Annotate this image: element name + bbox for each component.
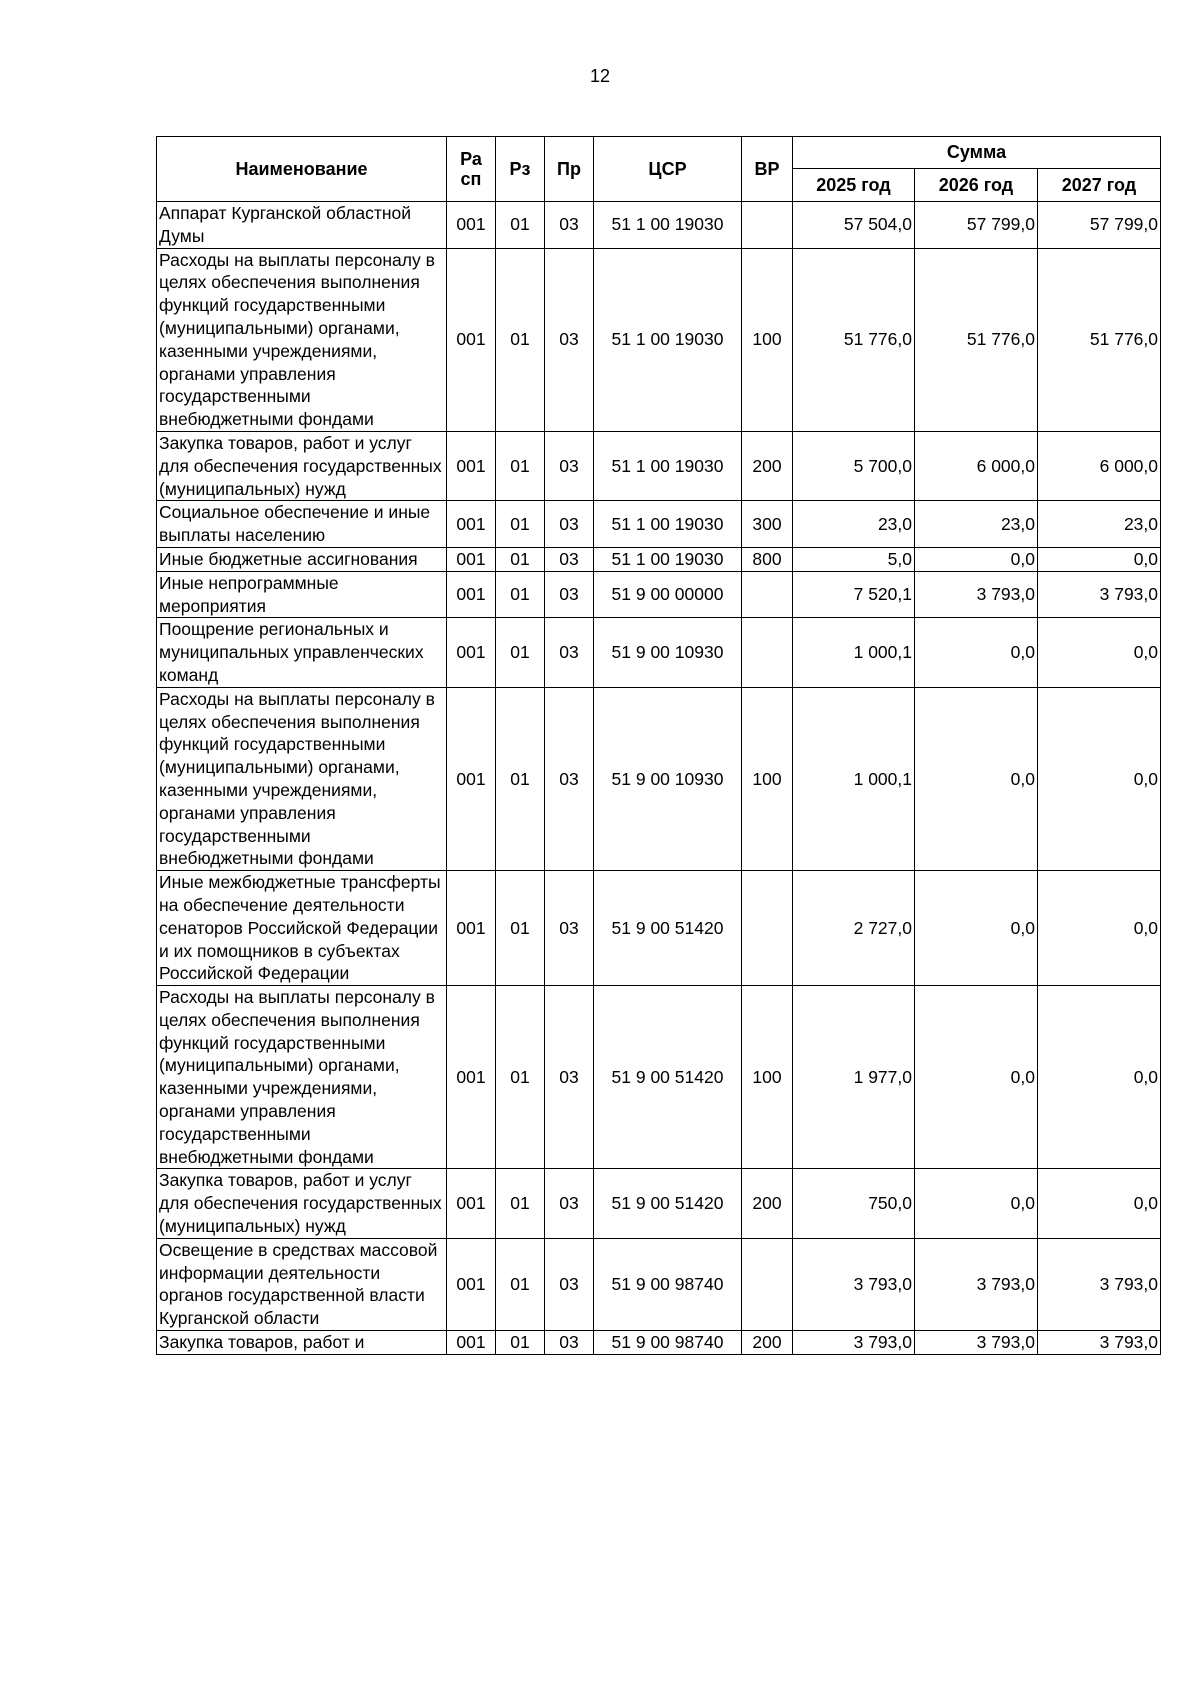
row-pr: 03 — [545, 986, 594, 1169]
row-rasp: 001 — [447, 871, 496, 986]
row-name: Иные непрограммные мероприятия — [157, 571, 447, 618]
row-rasp: 001 — [447, 618, 496, 687]
row-name: Иные бюджетные ассигнования — [157, 547, 447, 571]
row-vr — [742, 571, 793, 618]
table-row — [157, 871, 1161, 986]
row-name: Иные межбюджетные трансферты на обеспечение деятельности сенаторов Российской Федерации и их помощников в субъектах Российской Федерации — [157, 871, 447, 986]
row-sum-2025: 1 000,1 — [793, 618, 915, 687]
row-sum-2025: 51 776,0 — [793, 248, 915, 431]
row-pr: 03 — [545, 871, 594, 986]
row-sum-2025: 750,0 — [793, 1169, 915, 1238]
row-csr: 51 1 00 19030 — [594, 501, 742, 548]
row-sum-2026: 0,0 — [915, 687, 1038, 870]
row-sum-2027: 51 776,0 — [1038, 248, 1161, 431]
row-sum-2026: 57 799,0 — [915, 202, 1038, 249]
row-rasp: 001 — [447, 547, 496, 571]
header-year-2025: 2025 год — [793, 168, 915, 201]
row-vr: 200 — [742, 1331, 793, 1355]
row-name: Закупка товаров, работ и услуг для обеспечения государственных (муниципальных) нужд — [157, 1169, 447, 1238]
row-sum-2025: 1 000,1 — [793, 687, 915, 870]
row-pr: 03 — [545, 618, 594, 687]
row-name: Расходы на выплаты персоналу в целях обеспечения выполнения функций государственными (муниципальными) органами, казенными учреждениями, органами управления государственными внебюджетными фондами — [157, 248, 447, 431]
row-sum-2025: 2 727,0 — [793, 871, 915, 986]
row-sum-2027: 3 793,0 — [1038, 1331, 1161, 1355]
row-sum-2027: 23,0 — [1038, 501, 1161, 548]
row-rz: 01 — [496, 571, 545, 618]
row-rasp: 001 — [447, 986, 496, 1169]
table-row — [157, 202, 1161, 249]
row-sum-2027: 0,0 — [1038, 871, 1161, 986]
row-sum-2026: 6 000,0 — [915, 431, 1038, 500]
row-vr — [742, 618, 793, 687]
row-rz: 01 — [496, 1169, 545, 1238]
table-row — [157, 571, 1161, 618]
row-pr: 03 — [545, 431, 594, 500]
row-sum-2027: 57 799,0 — [1038, 202, 1161, 249]
table-row — [157, 1238, 1161, 1330]
row-csr: 51 9 00 10930 — [594, 618, 742, 687]
header-name: Наименование — [157, 137, 447, 202]
table-row — [157, 501, 1161, 548]
header-vr: ВР — [742, 137, 793, 202]
row-pr: 03 — [545, 1169, 594, 1238]
row-sum-2025: 5,0 — [793, 547, 915, 571]
row-rz: 01 — [496, 202, 545, 249]
row-sum-2026: 3 793,0 — [915, 571, 1038, 618]
row-rasp: 001 — [447, 202, 496, 249]
row-vr — [742, 202, 793, 249]
row-sum-2026: 0,0 — [915, 547, 1038, 571]
row-rz: 01 — [496, 1238, 545, 1330]
row-sum-2027: 0,0 — [1038, 618, 1161, 687]
header-pr: Пр — [545, 137, 594, 202]
row-rz: 01 — [496, 547, 545, 571]
row-sum-2026: 3 793,0 — [915, 1238, 1038, 1330]
header-rasp-line2: сп — [460, 169, 482, 189]
row-csr: 51 9 00 51420 — [594, 871, 742, 986]
row-csr: 51 1 00 19030 — [594, 202, 742, 249]
row-sum-2025: 5 700,0 — [793, 431, 915, 500]
row-rasp: 001 — [447, 1169, 496, 1238]
row-pr: 03 — [545, 501, 594, 548]
row-vr — [742, 871, 793, 986]
row-sum-2026: 23,0 — [915, 501, 1038, 548]
row-rz: 01 — [496, 687, 545, 870]
row-sum-2026: 0,0 — [915, 618, 1038, 687]
row-rasp: 001 — [447, 687, 496, 870]
row-name: Закупка товаров, работ и — [157, 1331, 447, 1355]
row-name: Социальное обеспечение и иные выплаты населению — [157, 501, 447, 548]
header-rasp — [447, 137, 496, 202]
row-rz: 01 — [496, 248, 545, 431]
row-vr: 100 — [742, 986, 793, 1169]
row-vr: 100 — [742, 248, 793, 431]
header-csr: ЦСР — [594, 137, 742, 202]
row-sum-2026: 0,0 — [915, 986, 1038, 1169]
table-row — [157, 431, 1161, 500]
row-rasp: 001 — [447, 1331, 496, 1355]
table-row — [157, 547, 1161, 571]
row-pr: 03 — [545, 547, 594, 571]
row-rasp: 001 — [447, 501, 496, 548]
row-vr: 100 — [742, 687, 793, 870]
row-sum-2025: 1 977,0 — [793, 986, 915, 1169]
row-csr: 51 9 00 00000 — [594, 571, 742, 618]
row-rz: 01 — [496, 1331, 545, 1355]
row-vr: 200 — [742, 1169, 793, 1238]
row-pr: 03 — [545, 202, 594, 249]
row-name: Аппарат Курганской областной Думы — [157, 202, 447, 249]
row-vr: 300 — [742, 501, 793, 548]
row-csr: 51 9 00 98740 — [594, 1331, 742, 1355]
row-csr: 51 1 00 19030 — [594, 431, 742, 500]
row-name: Поощрение региональных и муниципальных управленческих команд — [157, 618, 447, 687]
row-sum-2027: 6 000,0 — [1038, 431, 1161, 500]
table-body — [157, 202, 1161, 1355]
row-name: Освещение в средствах массовой информации деятельности органов государственной власти Курганской области — [157, 1238, 447, 1330]
row-rasp: 001 — [447, 1238, 496, 1330]
header-year-2027: 2027 год — [1038, 168, 1161, 201]
row-rz: 01 — [496, 431, 545, 500]
row-rz: 01 — [496, 618, 545, 687]
table-row — [157, 618, 1161, 687]
row-name: Расходы на выплаты персоналу в целях обеспечения выполнения функций государственными (муниципальными) органами, казенными учреждениями, органами управления государственными внебюджетными фондами — [157, 986, 447, 1169]
row-sum-2026: 0,0 — [915, 1169, 1038, 1238]
row-sum-2025: 3 793,0 — [793, 1331, 915, 1355]
row-sum-2027: 0,0 — [1038, 687, 1161, 870]
row-rz: 01 — [496, 986, 545, 1169]
row-name: Расходы на выплаты персоналу в целях обеспечения выполнения функций государственными (муниципальными) органами, казенными учреждениями, органами управления государственными внебюджетными фондами — [157, 687, 447, 870]
row-csr: 51 9 00 51420 — [594, 1169, 742, 1238]
row-sum-2026: 51 776,0 — [915, 248, 1038, 431]
row-rasp: 001 — [447, 571, 496, 618]
row-csr: 51 9 00 10930 — [594, 687, 742, 870]
row-sum-2025: 3 793,0 — [793, 1238, 915, 1330]
table-row — [157, 1331, 1161, 1355]
row-csr: 51 9 00 51420 — [594, 986, 742, 1169]
row-name: Закупка товаров, работ и услуг для обеспечения государственных (муниципальных) нужд — [157, 431, 447, 500]
row-csr: 51 1 00 19030 — [594, 547, 742, 571]
row-sum-2025: 7 520,1 — [793, 571, 915, 618]
row-vr: 800 — [742, 547, 793, 571]
table-row — [157, 687, 1161, 870]
table-row — [157, 248, 1161, 431]
row-sum-2025: 57 504,0 — [793, 202, 915, 249]
table-row — [157, 1169, 1161, 1238]
row-rasp: 001 — [447, 248, 496, 431]
row-rasp: 001 — [447, 431, 496, 500]
row-csr: 51 9 00 98740 — [594, 1238, 742, 1330]
row-sum-2027: 0,0 — [1038, 547, 1161, 571]
row-rz: 01 — [496, 871, 545, 986]
row-vr: 200 — [742, 431, 793, 500]
row-sum-2027: 3 793,0 — [1038, 571, 1161, 618]
row-pr: 03 — [545, 687, 594, 870]
row-sum-2027: 0,0 — [1038, 1169, 1161, 1238]
row-rz: 01 — [496, 501, 545, 548]
table-row — [157, 986, 1161, 1169]
row-vr — [742, 1238, 793, 1330]
header-rasp-line1: Ра — [460, 149, 482, 169]
row-pr: 03 — [545, 571, 594, 618]
header-sum: Сумма — [793, 137, 1161, 169]
page-number: 12 — [589, 66, 611, 86]
row-sum-2027: 0,0 — [1038, 986, 1161, 1169]
row-sum-2027: 3 793,0 — [1038, 1238, 1161, 1330]
row-pr: 03 — [545, 1331, 594, 1355]
row-sum-2025: 23,0 — [793, 501, 915, 548]
row-sum-2026: 3 793,0 — [915, 1331, 1038, 1355]
header-rz: Рз — [496, 137, 545, 202]
budget-table — [156, 136, 1161, 1355]
row-pr: 03 — [545, 248, 594, 431]
row-pr: 03 — [545, 1238, 594, 1330]
row-sum-2026: 0,0 — [915, 871, 1038, 986]
row-csr: 51 1 00 19030 — [594, 248, 742, 431]
header-year-2026: 2026 год — [915, 168, 1038, 201]
